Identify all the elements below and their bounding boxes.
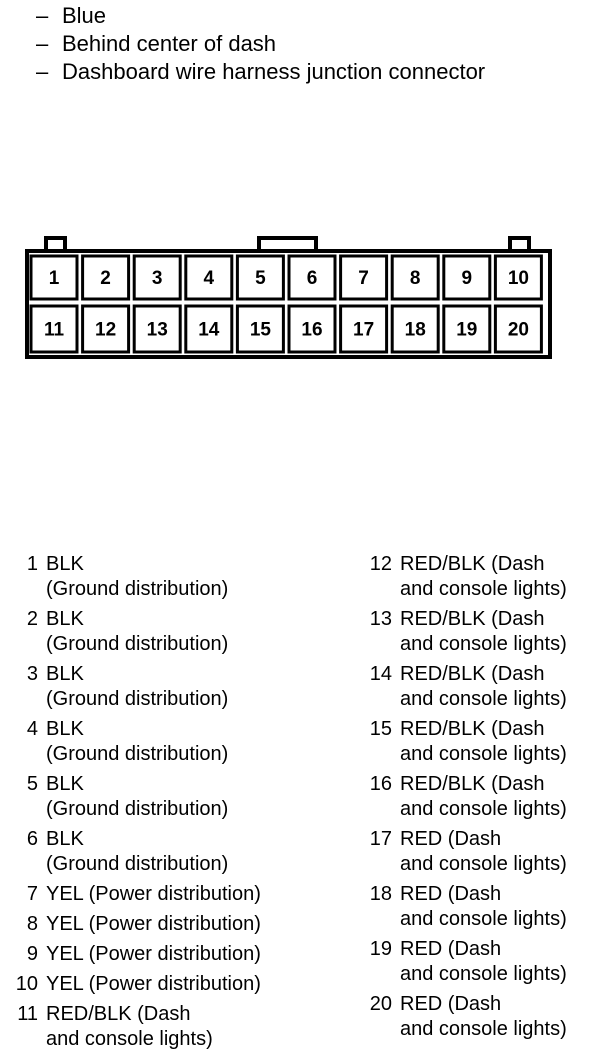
pin-description-number: 7 [26,883,38,905]
pin-description-number: 3 [26,663,38,685]
pin-wire-color: YEL (Power distribution) [46,883,261,905]
pin-description-number: 9 [26,943,38,965]
pin-list-right [362,552,602,1047]
pin-circuit-function: and console lights) [400,633,567,655]
pin-description-number: 10 [15,973,38,995]
pin-number-label: 11 [43,319,65,341]
pin-number-label: 20 [507,319,529,341]
pin-number-label: 5 [255,268,266,289]
pin-description-item [8,552,298,602]
pin-circuit-function: and console lights) [400,853,567,875]
pin-wire-color: RED (Dash [400,993,502,1015]
pin-description-number: 19 [369,938,392,960]
pin-circuit-function: and console lights) [400,578,567,600]
pin-description-item [8,972,298,997]
pin-number-label: 14 [198,319,220,341]
pin-wire-color: RED/BLK (Dash [400,553,545,575]
pin-description-item [8,827,298,877]
pin-number-label: 4 [203,268,215,289]
pin-number-label: 16 [301,319,323,341]
pin-description-number: 6 [26,828,38,850]
pin-description-item [8,942,298,967]
pin-description-number: 8 [26,913,38,935]
pin-wire-color: RED (Dash [400,883,502,905]
pin-description-number: 12 [369,553,392,575]
pin-circuit-function: (Ground distribution) [46,743,229,765]
bullet-dash: – [36,3,49,28]
connector-description: Dashboard wire harness junction connector [62,59,486,84]
pin-description-item [8,717,298,767]
pin-wire-color: RED/BLK (Dash [400,608,545,630]
pin-wire-color: RED/BLK (Dash [400,663,545,685]
pin-description-item [8,607,298,657]
pin-description-number: 13 [369,608,392,630]
pin-description-number: 15 [369,718,392,740]
pin-circuit-function: and console lights) [400,908,567,930]
pin-description-item [362,827,602,877]
pin-description-item [362,552,602,602]
pin-number-label: 2 [100,268,111,289]
pin-wire-color: RED/BLK (Dash [46,1003,191,1025]
pin-wire-color: YEL (Power distribution) [46,913,261,935]
pin-number-label: 17 [353,319,375,341]
pin-number-label: 12 [95,319,117,341]
pin-wire-color: RED (Dash [400,938,502,960]
pin-description-number: 4 [26,718,38,740]
pin-description-number: 14 [369,663,392,685]
pin-circuit-function: and console lights) [400,798,567,820]
pin-circuit-function: (Ground distribution) [46,688,229,710]
pin-circuit-function: (Ground distribution) [46,578,229,600]
pin-description-item [362,717,602,767]
pin-description-item [8,772,298,822]
pin-description-number: 20 [369,993,392,1015]
pin-wire-color: BLK [46,553,84,575]
pin-wire-color: YEL (Power distribution) [46,973,261,995]
pin-number-label: 18 [404,319,426,341]
pin-description-number: 5 [26,773,38,795]
pin-circuit-function: and console lights) [400,743,567,765]
pin-number-label: 3 [151,268,163,289]
pin-description-number: 2 [26,608,38,630]
pin-wire-color: BLK [46,663,84,685]
pin-description-item [362,992,602,1042]
pin-number-label: 7 [358,268,369,289]
pin-number-label: 1 [48,268,60,289]
pin-wire-color: RED (Dash [400,828,502,850]
pin-description-number: 1 [26,553,38,575]
bullet-dash: – [36,31,49,56]
pin-description-number: 11 [17,1003,38,1025]
pin-wire-color: YEL (Power distribution) [46,943,261,965]
pin-number-label: 8 [409,268,421,289]
pin-description-item [362,607,602,657]
pin-wire-color: RED/BLK (Dash [400,773,545,795]
pin-description-item [8,662,298,712]
connector-location: Behind center of dash [62,31,277,56]
pin-number-label: 9 [461,268,473,289]
pin-number-label: 6 [306,268,318,289]
pin-number-label: 10 [507,268,529,289]
connector-face-diagram [0,0,608,380]
pin-wire-color: BLK [46,773,84,795]
pin-circuit-function: (Ground distribution) [46,633,229,655]
pin-circuit-function: (Ground distribution) [46,798,229,820]
pin-wire-color: RED/BLK (Dash [400,718,545,740]
pin-number-label: 19 [456,319,478,341]
bullet-dash: – [36,59,49,84]
connector-color: Blue [62,3,107,28]
pin-circuit-function: and console lights) [46,1028,213,1050]
pin-circuit-function: and console lights) [400,963,567,985]
pin-number-label: 15 [249,319,271,341]
pin-circuit-function: and console lights) [400,1018,567,1040]
pin-description-number: 18 [369,883,392,905]
pin-description-item [362,772,602,822]
pin-description-item [362,662,602,712]
pin-description-item [8,882,298,907]
pin-wire-color: BLK [46,828,84,850]
pin-description-item [8,912,298,937]
pin-list-left [8,552,298,1057]
pin-wire-color: BLK [46,608,84,630]
pin-description-item [362,937,602,987]
pin-number-label: 13 [146,319,168,341]
pin-description-item [8,1002,298,1052]
pin-description-item [362,882,602,932]
pin-description-number: 16 [369,773,392,795]
pin-description-number: 17 [369,828,392,850]
pin-circuit-function: (Ground distribution) [46,853,229,875]
pin-circuit-function: and console lights) [400,688,567,710]
pin-wire-color: BLK [46,718,84,740]
